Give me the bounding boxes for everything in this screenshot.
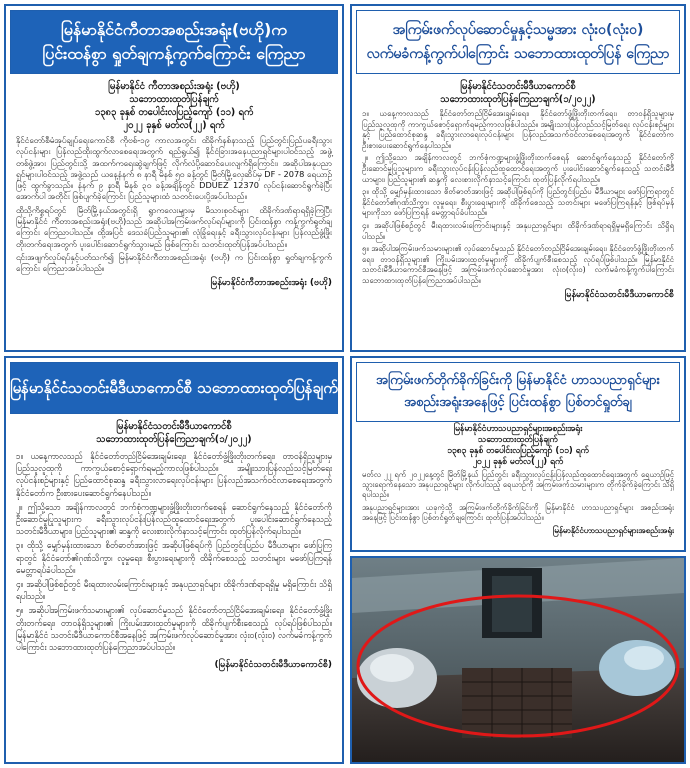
- paragraph: ၂။ ဤသို့သော အချိန်ကာလတွင် ဘက်စုံကဏ္ဍများဖွံ့ဖြိုးတိုးတက်စေရန် ဆောင်ရွက်နေသည့် နိုင်ငံတော်ကို ဦးဆောင်မှုပြုသူများက ခရီးသွားလုပ်ငန်းပြန်လည်ထူထောင်ရေးအတွက် ပူးပေါင်းဆောင်ရွက်နေသည့် သတင်းမီဒီယာများ၊ ပြည်သူများ၏ ဆန္ဒကို လေးစားလိုက်နာသင့်ကြောင်း ထုတ်ပြန်လိုက်ရပါသည်။: [16, 501, 332, 537]
- panel-title-line2: အစည်းအရုံးအနေဖြင့် ပြင်းထန်စွာ ပြစ်တင်ရှုတ်ချ: [404, 395, 632, 410]
- statement-label: သဘောထားထုတ်ပြန်ကြေညာချက်(၁/၂၀၂၂): [96, 434, 252, 445]
- paragraph: အနုပညာရှင်များအား ယခုကဲ့သို့ အကြမ်းဖက်တိုက်ခိုက်ခြင်းကို မြန်မာနိုင်ငံ ဟာသပညာရှင်များ အစည်းအရုံးအနေဖြင့် ပြင်းထန်စွာ ပြစ်တင်ရှုတ်ချကြောင်း ထုတ်ပြန်အပ်ပါသည်။: [362, 502, 674, 522]
- panel-title: မြန်မာနိုင်ငံသတင်းမီဒီယာကောင်စီ သဘောထားထုတ်ပြန်ချက်: [10, 379, 338, 397]
- statement-panel-kitar: [4, 4, 344, 352]
- paragraph: ၄။ အဆိုပါဖြစ်စဉ်တွင် မီးရထားလမ်းကြောင်းများနှင့် အနုပညာရှင်များ ထိခိုက်ဒဏ်ရာရရှိမှု မရှိကြောင်း သိရှိရပါသည်။: [16, 579, 332, 602]
- statement-panel-media-council-1: [350, 4, 686, 352]
- paragraph: ၃။ ထိုသို့ မျှော်မှန်းထားသော စိတ်ဓာတ်အားဖြင့် အဆိုပါဖြစ်ရပ်ကို ပြည်တွင်းပြည်ပ မီဒီယာများ ဖော်ပြကြရာတွင် နိုင်ငံတော်၏ဂုဏ်သိက္ခာ၊ လူမှုရေး၊ စီးပွားရေးများကို ထိခိုက်စေသည့် သတင်းများ မဖော်ပြကြရန် မေတ္တာရပ်ခံပါသည်။: [16, 540, 332, 575]
- signature: (မြန်မာနိုင်ငံသတင်းမီဒီယာကောင်စီ): [214, 660, 332, 671]
- statement-panel-comedians: [350, 356, 686, 552]
- gregorian-date: ၂၀၂၂ ခုနှစ် မတ်လ(၂၂) ရက်: [472, 457, 564, 467]
- paragraph: ထိုသို့ကိစ္စရပ်တွင် မြိတ်မြို့နယ်အတွင်းရှိ ရွာကလေးများမှ မိသားစုဝင်များ ထိခိုက်ဒဏ်ရာရရှိခဲ့ကြပြီး မြန်မာနိုင်ငံ ကီတာအစည်းအရုံး(ဗဟို)သည် အဆိုပါအကြမ်းဖက်လုပ်ရပ်များကို ပြင်းထန်စွာ ကန့်ကွက်ရှုတ်ချကြောင်း ကြေညာပါသည်။ ထို့အပြင် ဒေသခံပြည်သူများ၏ လုံခြုံရေးနှင့် ခရီးသွားလုပ်ငန်းများ ပြန်လည်ဖွံ့ဖြိုးတိုးတက်ရေးအတွက် ပူးပေါင်းဆောင်ရွက်သွားမည် ဖြစ်ကြောင်း သတင်းထုတ်ပြန်အပ်ပါသည်။: [16, 204, 332, 249]
- panel-title-line2: လက်မခံကန့်ကွက်ပါကြောင်း သဘောထားထုတ်ပြန် ကြေညာ: [366, 46, 670, 62]
- statement-panel-media-council-2: [4, 356, 344, 764]
- paragraph: ၁။ ယနေ့ကာလသည် နိုင်ငံတော်တည်ငြိမ်အေးချမ်းရေး၊ နိုင်ငံတော်ဖွံ့ဖြိုးတိုးတက်ရေး၊ တာ၀န်ရှိသူများမှ ပြည်သူလူထုကို ကာကွယ်စောင့်ရှောက်ရမည့်ကာလဖြစ်ပါသည်။ အမျိုးသားပြန်လည်သင့်မြတ်ရေး လုပ်ငန်းစဉ်များနှင့် ပြည်ထောင်စုဆန္ဒ ခရီးသွားလာရေးလုပ်ငန်းများ ပြန်လည်အသက်ဝင်လာစေရေးအတွက် နိုင်ငံတော်က ဦးစားပေးဆောင်ရွက်နေပါသည်။: [362, 109, 674, 150]
- paragraph: နိုင်ငံတော်စီမံအုပ်ချုပ်ရေးကောင်စီ ကိုဗစ်-၁၉ ကာလအတွင်း ထိခိုက်နစ်နာသည့် ပြည်တွင်းပြည်ပခရီးသွားလုပ်ငန်းများ ပြန်လည်ထိုးထွက်လာစေရေးအတွက် ရည်ရွယ်၍ နိုင်ငံခြားအနေပညာရှင်များပါဝင်သည့် အဖွဲ့တစ်ဖွဲ့အား ပြည်တွင်းသို့ အထက်ကရေးဆွဲချက်ဖြင့် လိုက်လံပို့ဆောင်ပေးလျက်ရှိကြောင်း၊ အဆိုပါအနုပညာရှင်များပါဝင်သည့် အဖွဲ့သည် ယနေ့နံနက် ၈ နာရီ မိနစ် ၅၀ ခန့်တွင် မြိတ်မြို့လှေဆိပ်မှ DF - 2078 ရေယာဉ်ဖြင့် ထွက်ခွာသည်။ နံနက် ၉ နာရီ မိနစ် ၃၀ ခန့်အချိန်တွင် DDUEZ 12370 လုပ်ငန်းဆောင်ရွက်ခဲ့ပြီး အောက်ပါ အတိုင်း ဖြစ်ပျက်ခဲ့ကြောင်း ပြည်သူများထံ သတင်းပေးပို့အပ်ပါသည်။: [16, 135, 332, 202]
- panel-header: [10, 362, 338, 414]
- signature: မြန်မာနိုင်ငံကီတာအစည်းအရုံး (ဗဟို): [210, 277, 332, 288]
- paragraph: ၃။ ထိုသို့ မျှော်မှန်းထားသော စိတ်ဓာတ်အားဖြင့် အဆိုပါဖြစ်ရပ်ကို ပြည်တွင်းပြည်ပ မီဒီယာများ ဖော်ပြကြရာတွင် နိုင်ငံတော်၏ဂုဏ်သိက္ခာ၊ လူမှုရေး၊ စီးပွားရေးများကို ထိခိုက်စေသည့် သတင်းများ မဖော်ပြကြရန်နှင့် ဖြစ်ရပ်မှန်များကိုသာ ဖော်ပြကြရန် မေတ္တာရပ်ခံပါသည်။: [362, 187, 674, 218]
- paragraph: ၂။ ဤသို့သော အချိန်ကာလတွင် ဘက်စုံကဏ္ဍများဖွံ့ဖြိုးတိုးတက်စေရန် ဆောင်ရွက်နေသည့် နိုင်ငံတော်ကို ဦးဆောင်မှုပြုသူများက ခရီးသွားလုပ်ငန်းပြန်လည်ထူထောင်ရေးအတွက် ပူးပေါင်းဆောင်ရွက်နေသည့် သတင်းမီဒီယာများ၊ ပြည်သူများ၏ ဆန္ဒကို လေးစားလိုက်နာသင့်ကြောင်း ထုတ်ပြန်လိုက်ရပါသည်။: [362, 153, 674, 184]
- org-name: မြန်မာနိုင်ငံသတင်းမီဒီယာကောင်စီ: [116, 421, 232, 432]
- panel-header: [356, 10, 680, 74]
- panel-header: [10, 10, 338, 74]
- org-name: မြန်မာနိုင်ငံ ကီတာအစည်းအရုံး (ဗဟို): [108, 81, 240, 92]
- paragraph: မတ်လ ၂၂ ရက် ၂၀၂၂နေ့တွင် မြိတ်မြို့နယ် ပြည်တွင်း ခရီးသွားလုပ်ငန်းပြန်လည်ထူထောင်ရေးအတွက် ရေယာဉ်ဖြင့် သွားရောက်နေသော အနုပညာရှင်များ လိုက်ပါသည့် ရေယာဉ်ကို အကြမ်းဖက်သမားများက တိုက်ခိုက်ခဲ့ကြောင်း သိရှိရပါသည်။: [362, 470, 674, 500]
- myanmar-date: ၁၃၈၃ ခုနှစ် တပေါင်းလပြည့်ကျော် (၁၁) ရက်: [447, 446, 589, 456]
- paragraph: ၅။ အဆိုပါအကြမ်းဖက်သမားများ၏ လုပ်ဆောင်မှုသည် နိုင်ငံတော်တည်ငြိမ်အေးချမ်းရေး၊ နိုင်ငံတော်ဖွံ့ဖြိုးတိုးတက်ရေး၊ တာဝန်ရှိသူများ၏ ကြိုးပမ်းအားထုတ်မှုများကို ထိခိုက်ပျက်စီးစေသည့် လုပ်ရပ်ဖြစ်ပါသည်။ မြန်မာနိုင်ငံ သတင်းမီဒီယာကောင်စီအနေဖြင့် အကြမ်းဖက်လုပ်ဆောင်မှုအား လုံး၀(လုံး၀) လက်မခံကန့်ကွက်ပါကြောင်း သဘောထားထုတ်ပြန်ကြေညာအပ်ပါသည်။: [362, 244, 674, 285]
- statement-label: သဘောထားထုတ်ပြန်ကြေညာချက်(၁/၂၀၂၂): [440, 94, 596, 105]
- org-name: မြန်မာနိုင်ငံဟာသပညာရှင်များအစည်းအရုံး: [453, 424, 583, 434]
- signature: မြန်မာနိုင်ငံသတင်းမီဒီယာကောင်စီ: [564, 289, 674, 300]
- paragraph: ၁။ ယနေ့ကာလသည် နိုင်ငံတော်တည်ငြိမ်အေးချမ်းရေး၊ နိုင်ငံတော်ဖွံ့ဖြိုးတိုးတက်ရေး၊ တာ၀န်ရှိသူများမှ ပြည်သူလူထုကို ကာကွယ်စောင့်ရှောက်ရမည့်ကာလဖြစ်ပါသည်။ အမျိုးသားပြန်လည်သင့်မြတ်ရေး လုပ်ငန်းစဉ်များနှင့် ပြည်ထောင်စုဆန္ဒ ခရီးသွားလာရေးလုပ်ငန်းများ ပြန်လည်အသက်ဝင်လာစေရေးအတွက် နိုင်ငံတော်က ဦးစားပေးဆောင်ရွက်နေပါသည်။: [16, 451, 332, 498]
- statement-label: သဘောထားထုတ်ပြန်ချက်: [129, 94, 219, 105]
- panel-title-line1: အကြမ်းဖက်တိုက်ခိုက်ခြင်းကို မြန်မာနိုင်ငံ ဟာသပညာရှင်များ: [376, 373, 660, 388]
- myanmar-date: ၁၃၈၃ ခုနှစ် တပေါင်းလပြည့်ကျော် (၁၁) ရက်: [94, 107, 254, 118]
- org-name: မြန်မာနိုင်ငံသတင်းမီဒီယာကောင်စီ: [460, 81, 576, 92]
- boat-interior-illustration: [352, 558, 684, 762]
- statement-label: သဘောထားထုတ်ပြန်ချက်: [478, 435, 558, 445]
- paragraph: ၄။ အဆိုပါဖြစ်စဉ်တွင် မီးရထားလမ်းကြောင်းများနှင့် အနုပညာရှင်များ ထိခိုက်ဒဏ်ရာရရှိမှုမရှိကြောင်း သိရှိရပါသည်။: [362, 220, 674, 241]
- damaged-boat-photo: [350, 556, 686, 764]
- paragraph: ၎င်းအဖျက်လုပ်ရပ်နှင့်ပတ်သက်၍ မြန်မာနိုင်ငံကီတာအစည်းအရုံး (ဗဟို) က ပြင်းထန်စွာ ရှုတ်ချကန့်ကွက်ကြောင်း ကြေညာအပ်ပါသည်။: [16, 251, 332, 274]
- panel-header: [356, 362, 680, 422]
- paragraph: ၅။ အဆိုပါအကြမ်းဖက်သမားများ၏ လုပ်ဆောင်မှုသည် နိုင်ငံတော်တည်ငြိမ်အေးချမ်းရေး၊ နိုင်ငံတော်ဖွံ့ဖြိုးတိုးတက်ရေး၊ တာဝန်ရှိသူများ၏ ကြိုးပမ်းအားထုတ်မှုများကို ထိခိုက်ပျက်စီးစေသည့် လုပ်ရပ်ဖြစ်ပါသည်။ မြန်မာနိုင်ငံ သတင်းမီဒီယာကောင်စီအနေဖြင့် အကြမ်းဖက်လုပ်ဆောင်မှုအား လုံး၀(လုံး၀) လက်မခံကန့်ကွက်ပါကြောင်း သဘောထားထုတ်ပြန်ကြေညာအပ်ပါသည်။: [16, 605, 332, 653]
- panel-title-line2: ပြင်းထန်စွာ ရှုတ်ချကန့်ကွက်ကြောင်း ကြေညာ: [42, 44, 306, 63]
- gregorian-date: ၂၀၂၂ ခုနှစ် မတ်လ(၂၂) ရက်: [123, 120, 225, 131]
- panel-title-line1: မြန်မာနိုင်ငံကီတာအစည်းအရုံး(ဗဟို)က: [61, 20, 287, 39]
- panel-title-line1: အကြမ်းဖက်လုပ်ဆောင်မှုနှင့်သမ္မအား လုံး၀(လုံး၀): [392, 22, 644, 38]
- signature: မြန်မာနိုင်ငံဟာသပညာရှင်များအစည်းအရုံး: [552, 526, 674, 536]
